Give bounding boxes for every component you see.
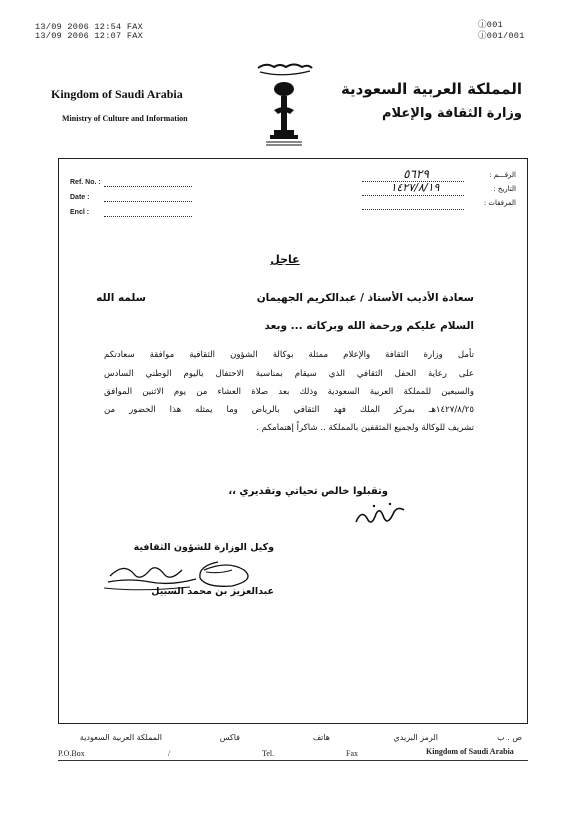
encl-label: Encl : (70, 209, 90, 216)
footer-pobox-en: P.O.Box (58, 749, 85, 758)
kingdom-name-ar: المملكة العربية السعودية (340, 80, 522, 98)
body-line-1: تأمل وزارة الثقافة والإعلام ممثلة بوكالة الشؤون الثقافية موافقة سعادتكم (104, 350, 474, 360)
ministry-name-ar: وزارة الثقافة والإعلام (381, 106, 522, 121)
closing: وتقبلوا خالص تحياتي وتقديري ،، (228, 486, 388, 497)
ref-label: Ref. No. : (70, 179, 101, 186)
date-label: Date : (70, 194, 90, 201)
body-line-3: والسبعين للمملكة العربية السعودية وذلك بعد صلاة العشاء من يوم الاثنين الموافق (104, 387, 474, 397)
body-line-4: ١٤٢٧/٨/٢٥هـ بمركز الملك فهد الثقافي بالرياض وما يمثله هذا الحضور من (104, 405, 474, 415)
footer-kingdom-en: Kingdom of Saudi Arabia (426, 747, 514, 756)
date-label-ar: التاريخ : (493, 185, 516, 193)
date-line-ar (362, 195, 464, 196)
footer-tel-en: Tel. (262, 749, 275, 758)
addressee: سعادة الأديب الأستاذ / عبدالكريم الجهيمان (256, 292, 474, 304)
greeting: السلام عليكم ورحمة الله وبركاته ... وبعد (264, 320, 474, 332)
kingdom-name-en: Kingdom of Saudi Arabia (51, 87, 183, 101)
date-line (104, 201, 192, 202)
letter-frame (58, 158, 528, 724)
date-value: ١٤٢٧/٨/١٩ (390, 181, 440, 194)
signatory-title: وكيل الوزارة للشؤون الثقافية (133, 542, 274, 553)
encl-line-ar (362, 209, 464, 210)
footer-phone-ar: هاتف (312, 733, 330, 742)
ministry-name-en: Ministry of Culture and Information (62, 114, 188, 123)
footer-rule (58, 760, 528, 761)
handwritten-note (352, 500, 408, 530)
encl-line (104, 216, 192, 217)
fax-header-line-2: 13/09 2006 12:07 FAX (35, 31, 144, 41)
ref-label-ar: الرقـــم : (489, 171, 516, 179)
footer-fax-ar: فاكس (219, 733, 240, 742)
footer-postal-ar: الرمز البريدي (393, 733, 438, 742)
ref-number-value: ٥٦٢٩ (403, 167, 429, 181)
fax-page-counter-2: ⓙ001/001 (478, 31, 525, 41)
urgent-title: عاجل (270, 253, 300, 266)
encl-label-ar: المرفقات : (483, 199, 516, 207)
body-line-2: على رعاية الحفل الثقافي الذي سيقام بمناسبة الاحتفال باليوم الوطني السادس (104, 369, 474, 379)
footer-pobox-ar: ص . ب (497, 733, 522, 742)
body-line-5: تشريف للوكالة ولجميع المثقفين بالمملكة .. شاكراً إهتمامكم . (256, 423, 474, 433)
salutation-end: سلمه الله (96, 292, 146, 304)
ref-line (104, 186, 192, 187)
footer-fax-en: Fax (346, 749, 358, 758)
ministry-emblem (244, 58, 324, 150)
fax-header-line-1: 13/09 2006 12:54 FAX (35, 22, 144, 32)
footer-slash: / (168, 749, 171, 758)
footer-kingdom-ar: المملكة العربية السعودية (79, 733, 162, 742)
signatory-name: عبدالعزيز بن محمد السبيل (151, 586, 274, 597)
fax-page-counter-1: ⓙ001 (478, 20, 504, 30)
